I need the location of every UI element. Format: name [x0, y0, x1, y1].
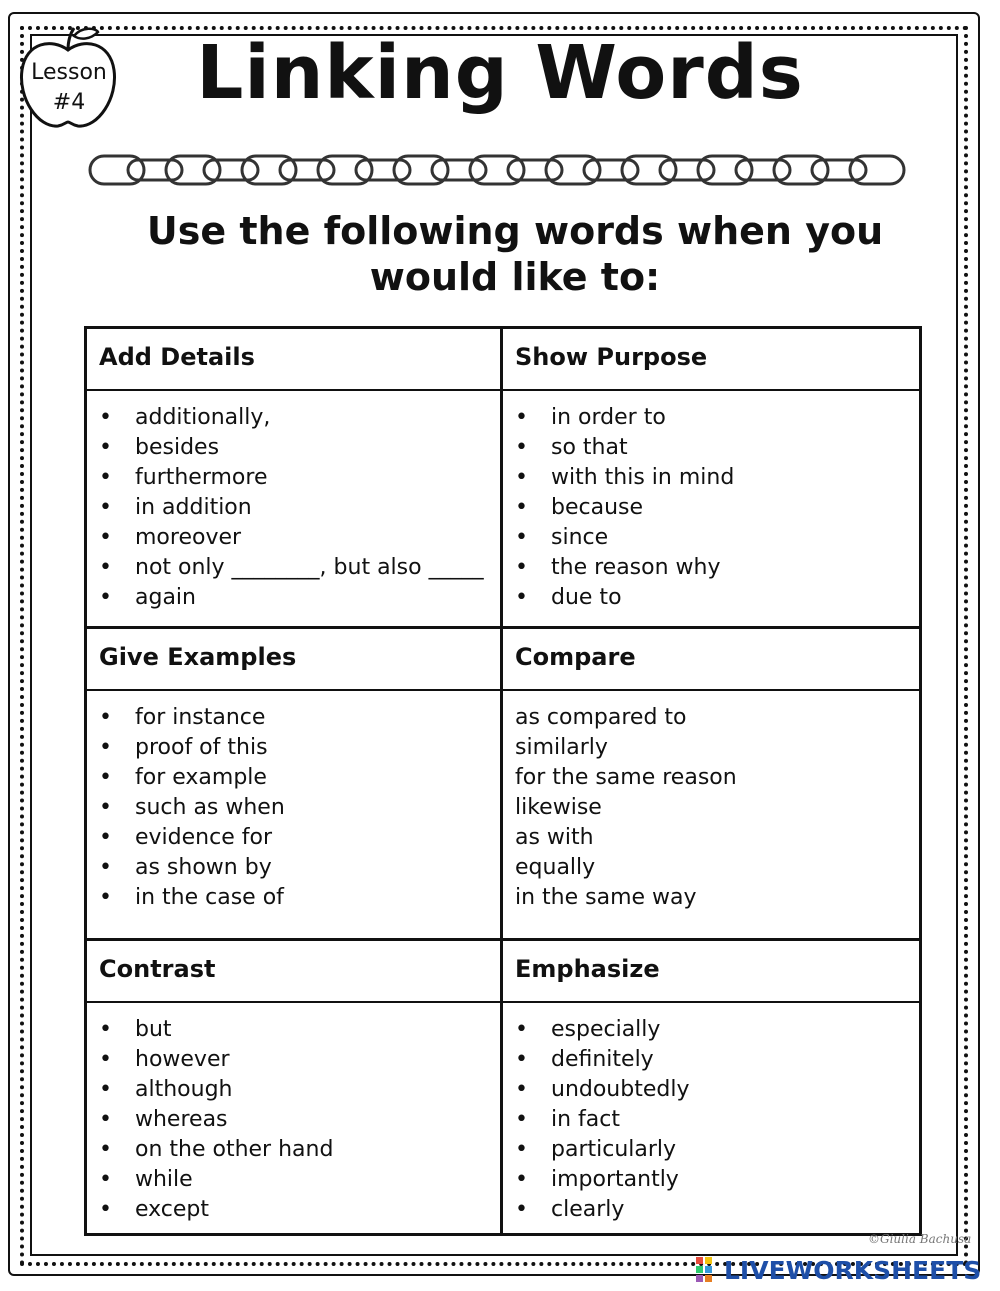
author-signature: ©Giulia Bachusa: [868, 1232, 972, 1246]
list-item: [503, 823, 919, 853]
list-item: [87, 793, 500, 823]
list-item: [503, 1015, 919, 1045]
bullet-icon: •: [515, 1137, 528, 1162]
bullet-icon: •: [99, 435, 112, 460]
list-item: [87, 733, 500, 763]
linking-word: in addition: [135, 495, 252, 520]
bullet-icon: •: [515, 1017, 528, 1042]
list-item: [503, 493, 919, 523]
bullet-icon: •: [99, 1197, 112, 1222]
list-item: [87, 853, 500, 883]
linking-word: on the other hand: [135, 1137, 334, 1162]
linking-word: clearly: [551, 1197, 625, 1222]
bullet-icon: •: [99, 555, 112, 580]
bullet-icon: •: [99, 795, 112, 820]
linking-word: such as when: [135, 795, 285, 820]
bullet-icon: •: [515, 1197, 528, 1222]
list-item: [503, 403, 919, 433]
list-item: [87, 763, 500, 793]
list-item: [87, 553, 500, 583]
list-item: [87, 493, 500, 523]
bullet-icon: •: [99, 1047, 112, 1072]
list-item: [503, 733, 919, 763]
list-item: [87, 823, 500, 853]
section-heading: Give Examples: [87, 629, 500, 691]
chain-link: [128, 160, 182, 180]
section-heading: Show Purpose: [503, 329, 919, 391]
chain-link: [432, 160, 486, 180]
bullet-icon: •: [99, 465, 112, 490]
linking-word: as shown by: [135, 855, 272, 880]
linking-word: because: [551, 495, 644, 520]
list-item: [87, 583, 500, 613]
linking-word: however: [135, 1047, 230, 1072]
bullet-icon: •: [99, 885, 112, 910]
list-item: [87, 1135, 500, 1165]
word-list: [87, 1003, 500, 1225]
bullet-icon: •: [515, 585, 528, 610]
bullet-icon: •: [515, 1077, 528, 1102]
linking-word: especially: [551, 1017, 661, 1042]
chain-link: [508, 160, 562, 180]
linking-word: as with: [515, 825, 594, 850]
linking-word: but: [135, 1017, 172, 1042]
list-item: [503, 883, 919, 913]
list-item: [87, 1105, 500, 1135]
section-cell: [503, 941, 919, 1233]
chain-link: [660, 160, 714, 180]
list-item: [87, 433, 500, 463]
chain-icon: [88, 148, 916, 192]
list-item: [87, 703, 500, 733]
linking-word: undoubtedly: [551, 1077, 690, 1102]
list-item: [503, 1195, 919, 1225]
list-item: [503, 853, 919, 883]
bullet-icon: •: [515, 525, 528, 550]
bullet-icon: •: [99, 525, 112, 550]
list-item: [503, 1165, 919, 1195]
list-item: [503, 703, 919, 733]
section-heading: Compare: [503, 629, 919, 691]
bullet-icon: •: [99, 1017, 112, 1042]
linking-word: as compared to: [515, 705, 687, 730]
list-item: [87, 403, 500, 433]
bullet-icon: •: [99, 825, 112, 850]
bullet-icon: •: [515, 465, 528, 490]
section-cell: [87, 941, 503, 1233]
liveworksheets-watermark: [696, 1255, 981, 1285]
linking-word: definitely: [551, 1047, 654, 1072]
bullet-icon: •: [515, 1167, 528, 1192]
linking-word: in order to: [551, 405, 666, 430]
bullet-icon: •: [99, 585, 112, 610]
linking-word: although: [135, 1077, 233, 1102]
bullet-icon: •: [99, 1167, 112, 1192]
list-item: [503, 523, 919, 553]
list-item: [87, 1015, 500, 1045]
chain-link: [280, 160, 334, 180]
linking-words-table: [84, 326, 922, 1236]
list-item: [503, 763, 919, 793]
bullet-icon: •: [99, 855, 112, 880]
linking-word: in fact: [551, 1107, 620, 1132]
list-item: [503, 1045, 919, 1075]
chain-link: [356, 160, 410, 180]
list-item: [87, 883, 500, 913]
linking-word: in the same way: [515, 885, 697, 910]
word-list: [503, 691, 919, 913]
list-item: [87, 1045, 500, 1075]
chain-link: [584, 160, 638, 180]
watermark-text: LIVEWORKSHEETS: [724, 1255, 982, 1285]
linking-word: additionally,: [135, 405, 271, 430]
bullet-icon: •: [515, 555, 528, 580]
bullet-icon: •: [515, 405, 528, 430]
list-item: [503, 553, 919, 583]
linking-word: furthermore: [135, 465, 268, 490]
linking-word: likewise: [515, 795, 602, 820]
bullet-icon: •: [515, 1107, 528, 1132]
bullet-icon: •: [99, 1077, 112, 1102]
bullet-icon: •: [99, 735, 112, 760]
list-item: [503, 793, 919, 823]
lesson-badge: [20, 58, 118, 118]
liveworksheets-logo-icon: [696, 1257, 720, 1283]
list-item: [503, 1105, 919, 1135]
linking-word: for the same reason: [515, 765, 737, 790]
section-cell: [503, 329, 919, 629]
linking-word: particularly: [551, 1137, 677, 1162]
list-item: [87, 1075, 500, 1105]
linking-word: again: [135, 585, 196, 610]
section-cell: [87, 329, 503, 629]
list-item: [87, 463, 500, 493]
bullet-icon: •: [515, 1047, 528, 1072]
bullet-icon: •: [99, 405, 112, 430]
linking-word: since: [551, 525, 609, 550]
list-item: [87, 1165, 500, 1195]
page-title: Linking Words: [196, 30, 804, 116]
bullet-icon: •: [515, 435, 528, 460]
list-item: [503, 433, 919, 463]
word-list: [503, 1003, 919, 1225]
list-item: [87, 1195, 500, 1225]
list-item: [87, 523, 500, 553]
linking-word: while: [135, 1167, 193, 1192]
linking-word: so that: [551, 435, 628, 460]
linking-word: importantly: [551, 1167, 679, 1192]
linking-word: moreover: [135, 525, 242, 550]
linking-word: for instance: [135, 705, 266, 730]
word-list: [503, 391, 919, 613]
section-heading: Contrast: [87, 941, 500, 1003]
linking-word: the reason why: [551, 555, 721, 580]
linking-word: whereas: [135, 1107, 228, 1132]
bullet-icon: •: [99, 705, 112, 730]
list-item: [503, 1135, 919, 1165]
chain-link: [812, 160, 866, 180]
linking-word: with this in mind: [551, 465, 735, 490]
list-item: [503, 583, 919, 613]
chain-link: [204, 160, 258, 180]
bullet-icon: •: [515, 495, 528, 520]
linking-word: similarly: [515, 735, 608, 760]
word-list: [87, 391, 500, 613]
linking-word: due to: [551, 585, 622, 610]
lesson-label: Lesson: [31, 60, 107, 85]
linking-word: in the case of: [135, 885, 284, 910]
section-heading: Emphasize: [503, 941, 919, 1003]
linking-word: except: [135, 1197, 210, 1222]
bullet-icon: •: [99, 1107, 112, 1132]
bullet-icon: •: [99, 765, 112, 790]
lesson-number: #4: [52, 90, 86, 115]
list-item: [503, 1075, 919, 1105]
list-item: [503, 463, 919, 493]
section-cell: [87, 629, 503, 941]
linking-word: besides: [135, 435, 220, 460]
linking-word: not only ________, but also _____: [135, 555, 484, 580]
linking-word: evidence for: [135, 825, 272, 850]
linking-word: for example: [135, 765, 267, 790]
linking-word: equally: [515, 855, 596, 880]
chain-link: [736, 160, 790, 180]
section-cell: [503, 629, 919, 941]
page-subtitle: Use the following words when you would like to:: [146, 209, 884, 299]
linking-word: proof of this: [135, 735, 268, 760]
word-list: [87, 691, 500, 913]
bullet-icon: •: [99, 495, 112, 520]
section-heading: Add Details: [87, 329, 500, 391]
bullet-icon: •: [99, 1137, 112, 1162]
